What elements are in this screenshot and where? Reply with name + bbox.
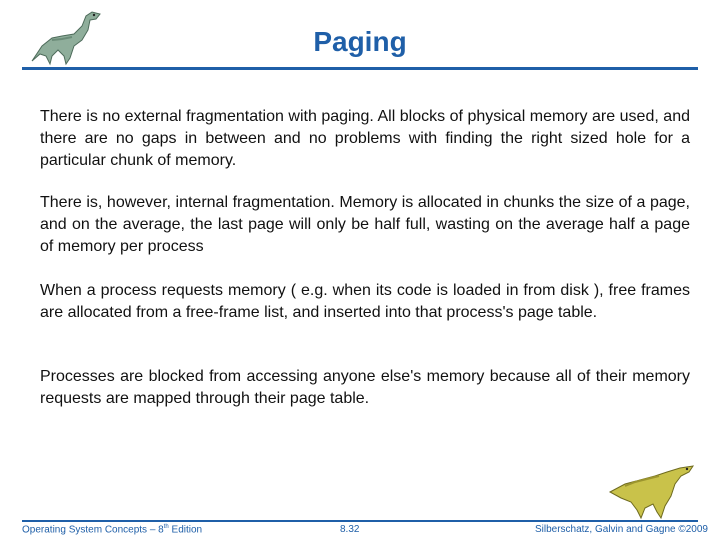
slide-title: Paging [313,26,407,57]
footer-divider [22,520,698,522]
paragraph-memory-protection: Processes are blocked from accessing anyone else's memory because all of their memory requests are mapped through their page table. [40,368,690,407]
dinosaur-icon [605,462,700,522]
paragraph-external-fragmentation: There is no external fragmentation with paging. All blocks of physical memory are used, and there are no gaps in between and no problems with finding the right sized hole for a particular chunk of memory. [40,108,690,169]
title-divider [22,67,698,70]
footer-page-number: 8.32 [340,524,360,535]
paragraph-free-frames: When a process requests memory ( e.g. when its code is loaded in from disk ), free frames are allocated from a free-frame list, and inserted into that process's page table. [40,282,690,321]
footer-book-title: Operating System Concepts – 8th Edition [22,524,203,536]
paragraph-internal-fragmentation: There is, however, internal fragmentation. Memory is allocated in chunks the size of a page, and on the average, the last page will only be half full, wasting on the average half a page of memory per process [40,194,690,255]
footer-copyright: Silberschatz, Galvin and Gagne ©2009 [534,524,708,535]
